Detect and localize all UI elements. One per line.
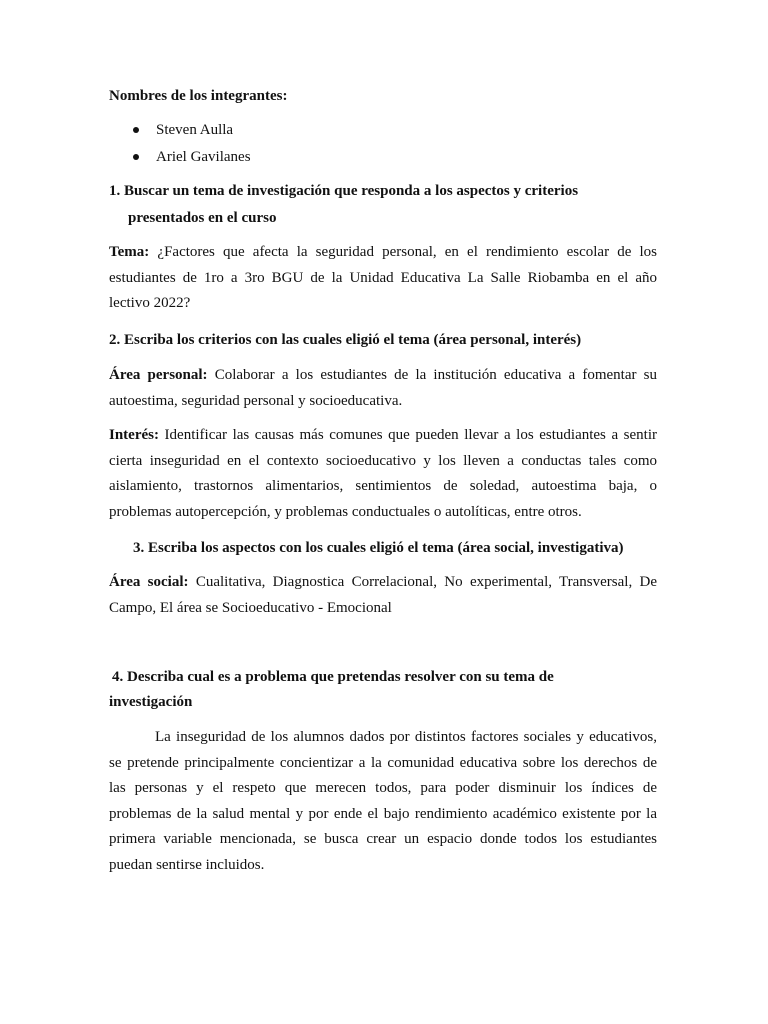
question-2-heading: 2. Escriba los criterios con las cuales eligió el tema (área personal, interés) [109, 332, 582, 348]
interes-label: Interés: [109, 427, 159, 443]
problema-line: puedan sentirse incluidos. [109, 856, 265, 873]
interes-text: Identificar las causas más comunes que pueden llevar a los estudiantes a sentir [158, 427, 657, 443]
area-social-line: Campo, El área se Socioeducativo - Emocional [109, 599, 392, 616]
tema-text: ¿Factores que afecta la seguridad personal, en el rendimiento escolar de los [149, 244, 657, 260]
question-4-line2: investigación [109, 694, 193, 710]
area-personal-paragraph [109, 363, 657, 414]
bullet-icon [133, 154, 139, 160]
interes-line: problemas autopercepción, y problemas conductuales o autolíticas, entre otros. [109, 503, 582, 520]
area-personal-label: Área personal: [109, 367, 208, 383]
area-social-text: Cualitativa, Diagnostica Correlacional, No experimental, Transversal, De [188, 574, 657, 590]
problema-paragraph [109, 725, 657, 878]
interes-line: cierta inseguridad en el contexto socioeducativo y los lleven a conductas tales como [109, 452, 657, 469]
area-social-label: Área social: [109, 574, 189, 590]
interes-paragraph [109, 423, 657, 525]
question-1-line1: 1. Buscar un tema de investigación que responda a los aspectos y criterios [109, 183, 579, 199]
problema-line: se pretende principalmente concientizar a la comunidad educativa sobre los derechos de [109, 754, 657, 771]
question-3-heading: 3. Escriba los aspectos con los cuales eligió el tema (área social, investigativa) [133, 540, 624, 556]
area-social-paragraph [109, 570, 657, 621]
question-1-line2: presentados en el curso [128, 210, 277, 226]
area-personal-line: autoestima, seguridad personal y socioeducativa. [109, 392, 403, 409]
members-heading: Nombres de los integrantes: [109, 88, 288, 104]
problema-line: las personas y el respeto que merecen todos, para poder disminuir los índices de [109, 780, 657, 796]
problema-line: problemas de la salud mental y por ende el bajo rendimiento académico existente por la [109, 805, 657, 822]
member-name: Steven Aulla [156, 122, 234, 138]
tema-label: Tema: [109, 244, 150, 260]
question-4-line1: 4. Describa cual es a problema que pretendas resolver con su tema de [112, 669, 554, 685]
interes-line: aislamiento, trastornos alimentarios, sentimientos de soledad, autoestima baja, o [109, 478, 657, 494]
tema-line: lectivo 2022? [109, 295, 191, 311]
problema-line: primera variable mencionada, se busca crear un espacio donde todos los estudiantes [109, 831, 657, 847]
area-personal-text: Colaborar a los estudiantes de la institución educativa a fomentar su [207, 367, 657, 383]
bullet-icon [133, 127, 139, 133]
member-name: Ariel Gavilanes [156, 149, 251, 165]
problema-line: La inseguridad de los alumnos dados por distintos factores sociales y educativos, [155, 729, 657, 745]
tema-paragraph [109, 240, 657, 317]
tema-line: estudiantes de 1ro a 3ro BGU de la Unidad Educativa La Salle Riobamba en el año [109, 269, 657, 286]
